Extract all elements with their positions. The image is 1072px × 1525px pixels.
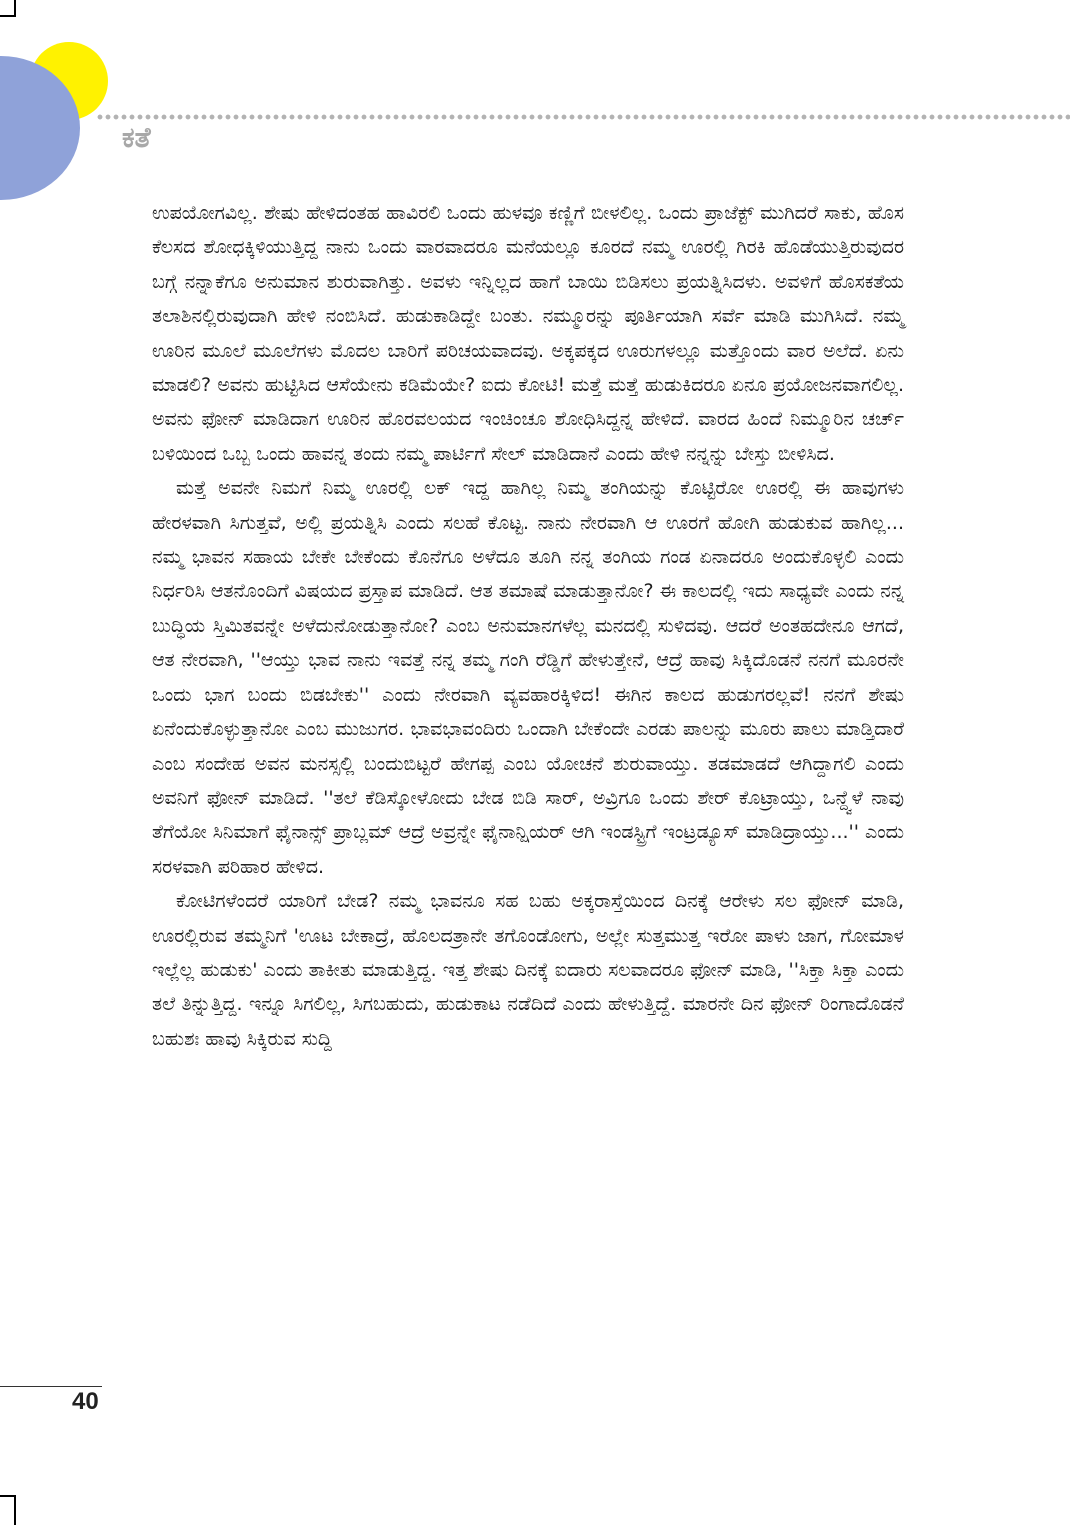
paragraph: ಉಪಯೋಗವಿಲ್ಲ. ಶೇಷು ಹೇಳಿದಂತಹ ಹಾವಿರಲಿ ಒಂದು ಹುಳವೂ ಕಣ್ಣಿಗೆ ಬೀಳಲಿಲ್ಲ. ಒಂದು ಪ್ರಾಜೆಕ್ಟ್ ಮುಗಿದರೆ ಸಾಕು, ಹೊಸ ಕೆಲಸದ ಶೋಧಕ್ಕಿಳಿಯುತ್ತಿದ್ದ ನಾನು ಒಂದು ವಾರವಾದರೂ ಮನೆಯಲ್ಲೂ ಕೂರದೆ ನಮ್ಮ ಊರಲ್ಲಿ ಗಿರಕಿ ಹೊಡೆಯುತ್ತಿರುವುದರ ಬಗ್ಗೆ ನನ್ನಾಕೆಗೂ ಅನುಮಾನ ಶುರುವಾಗಿತ್ತು. ಅವಳು ಇನ್ನಿಲ್ಲದ ಹಾಗೆ ಬಾಯಿ ಬಿಡಿಸಲು ಪ್ರಯತ್ನಿಸಿದಳು. ಅವಳಿಗೆ ಹೊಸಕತೆಯ ತಲಾಶಿನಲ್ಲಿರುವುದಾಗಿ ಹೇಳಿ ನಂಬಿಸಿದೆ. ಹುಡುಕಾಡಿದ್ದೇ ಬಂತು. ನಮ್ಮೂರನ್ನು ಪೂರ್ತಿಯಾಗಿ ಸರ್ವೆ ಮಾಡಿ ಮುಗಿಸಿದೆ. ನಮ್ಮ ಊರಿನ ಮೂಲೆ ಮೂಲೆಗಳು ಮೊದಲ ಬಾರಿಗೆ ಪರಿಚಯವಾದವು. ಅಕ್ಕಪಕ್ಕದ ಊರುಗಳಲ್ಲೂ ಮತ್ತೊಂದು ವಾರ ಅಲೆದೆ. ಏನು ಮಾಡಲಿ? ಅವನು ಹುಟ್ಟಿಸಿದ ಆಸೆಯೇನು ಕಡಿಮೆಯೇ? ಐದು ಕೋಟಿ! ಮತ್ತೆ ಮತ್ತೆ ಹುಡುಕಿದರೂ ಏನೂ ಪ್ರಯೋಜನವಾಗಲಿಲ್ಲ. ಅವನು ಫೋನ್ ಮಾಡಿದಾಗ ಊರಿನ ಹೊರವಲಯದ ಇಂಚಿಂಚೂ ಶೋಧಿಸಿದ್ದನ್ನ ಹೇಳಿದೆ. ವಾರದ ಹಿಂದೆ ನಿಮ್ಮೂರಿನ ಚರ್ಚ್ ಬಳಿಯಿಂದ ಒಬ್ಬ ಒಂದು ಹಾವನ್ನ ತಂದು ನಮ್ಮ ಪಾರ್ಟಿಗೆ ಸೇಲ್ ಮಾಡಿದಾನೆ ಎಂದು ಹೇಳಿ ನನ್ನನ್ನು ಬೇಸ್ತು ಬೀಳಿಸಿದ. [152,202,904,465]
paragraph: ಕೋಟಿಗಳೆಂದರೆ ಯಾರಿಗೆ ಬೇಡ? ನಮ್ಮ ಭಾವನೂ ಸಹ ಬಹು ಅಕ್ಕರಾಸ್ತೆಯಿಂದ ದಿನಕ್ಕೆ ಆರೇಳು ಸಲ ಫೋನ್ ಮಾಡಿ, ಊರಲ್ಲಿರುವ ತಮ್ಮನಿಗೆ 'ಊಟ ಬೇಕಾದ್ರೆ, ಹೊಲದತ್ರಾನೇ ತಗೊಂಡೋಗು, ಅಲ್ಲೇ ಸುತ್ತಮುತ್ತ ಇರೋ ಪಾಳು ಜಾಗ, ಗೋಮಾಳ ಇಲ್ಲೆಲ್ಲ ಹುಡುಕು' ಎಂದು ತಾಕೀತು ಮಾಡುತ್ತಿದ್ದ. ಇತ್ತ ಶೇಷು ದಿನಕ್ಕೆ ಐದಾರು ಸಲವಾದರೂ ಫೋನ್ ಮಾಡಿ, ''ಸಿಕ್ತಾ ಸಿಕ್ತಾ ಎಂದು ತಲೆ ತಿನ್ನುತ್ತಿದ್ದ. ಇನ್ನೂ ಸಿಗಲಿಲ್ಲ, ಸಿಗಬಹುದು, ಹುಡುಕಾಟ ನಡೆದಿದೆ ಎಂದು ಹೇಳುತ್ತಿದ್ದೆ. ಮಾರನೇ ದಿನ ಫೋನ್ ರಿಂಗಾದೊಡನೆ ಬಹುಶಃ ಹಾವು ಸಿಕ್ಕಿರುವ ಸುದ್ದಿ [152,890,904,1050]
page-number: 40 [72,1388,99,1415]
crop-mark-top-left [14,0,16,16]
dotted-rule [96,113,1070,121]
crop-mark-bottom-left-h [0,1495,16,1497]
paragraph: ಮತ್ತೆ ಅವನೇ ನಿಮಗೆ ನಿಮ್ಮ ಊರಲ್ಲಿ ಲಕ್ ಇದ್ದ ಹಾಗಿಲ್ಲ ನಿಮ್ಮ ತಂಗಿಯನ್ನು ಕೊಟ್ಟಿರೋ ಊರಲ್ಲಿ ಈ ಹಾವುಗಳು ಹೇರಳವಾಗಿ ಸಿಗುತ್ತವೆ, ಅಲ್ಲಿ ಪ್ರಯತ್ನಿಸಿ ಎಂದು ಸಲಹೆ ಕೊಟ್ಟ. ನಾನು ನೇರವಾಗಿ ಆ ಊರಗೆ ಹೋಗಿ ಹುಡುಕುವ ಹಾಗಿಲ್ಲ... ನಮ್ಮ ಭಾವನ ಸಹಾಯ ಬೇಕೇ ಬೇಕೆಂದು ಕೊನೆಗೂ ಅಳೆದೂ ತೂಗಿ ನನ್ನ ತಂಗಿಯ ಗಂಡ ಏನಾದರೂ ಅಂದುಕೊಳ್ಳಲಿ ಎಂದು ನಿರ್ಧರಿಸಿ ಆತನೊಂದಿಗೆ ವಿಷಯದ ಪ್ರಸ್ತಾಪ ಮಾಡಿದೆ. ಆತ ತಮಾಷೆ ಮಾಡುತ್ತಾನೋ? ಈ ಕಾಲದಲ್ಲಿ ಇದು ಸಾಧ್ಯವೇ ಎಂದು ನನ್ನ ಬುದ್ಧಿಯ ಸ್ತಿಮಿತವನ್ನೇ ಅಳೆದುನೋಡುತ್ತಾನೋ? ಎಂಬ ಅನುಮಾನಗಳೆಲ್ಲ ಮನದಲ್ಲಿ ಸುಳಿದವು. ಆದರೆ ಅಂತಹದೇನೂ ಆಗದೆ, ಆತ ನೇರವಾಗಿ, ''ಆಯ್ತು ಭಾವ ನಾನು ಇವತ್ತೆ ನನ್ನ ತಮ್ಮ ಗಂಗಿ ರೆಡ್ಡಿಗೆ ಹೇಳುತ್ತೇನೆ, ಆದ್ರೆ ಹಾವು ಸಿಕ್ಕಿದೊಡನೆ ನನಗೆ ಮೂರನೇ ಒಂದು ಭಾಗ ಬಂದು ಬಿಡಬೇಕು'' ಎಂದು ನೇರವಾಗಿ ವ್ಯವಹಾರಕ್ಕಿಳಿದ! ಈಗಿನ ಕಾಲದ ಹುಡುಗರಲ್ಲವೆ! ನನಗೆ ಶೇಷು ಏನೆಂದುಕೊಳ್ಳುತ್ತಾನೋ ಎಂಬ ಮುಜುಗರ. ಭಾವಭಾವಂದಿರು ಒಂದಾಗಿ ಬೇಕೆಂದೇ ಎರಡು ಪಾಲನ್ನು ಮೂರು ಪಾಲು ಮಾಡ್ತಿದಾರೆ ಎಂಬ ಸಂದೇಹ ಅವನ ಮನಸ್ಸಲ್ಲಿ ಬಂದುಬಿಟ್ಟರೆ ಹೇಗಪ್ಪ ಎಂಬ ಯೋಚನೆ ಶುರುವಾಯ್ತು. ತಡಮಾಡದೆ ಆಗಿದ್ದಾಗಲಿ ಎಂದು ಅವನಿಗೆ ಫೋನ್ ಮಾಡಿದೆ. ''ತಲೆ ಕೆಡಿಸ್ಕೋಳೋದು ಬೇಡ ಬಿಡಿ ಸಾರ್, ಅವ್ರಿಗೂ ಒಂದು ಶೇರ್ ಕೊಟ್ರಾಯ್ತು, ಒನ್ದ್ವೆಳೆ ನಾವು ತೆಗೆಯೋ ಸಿನಿಮಾಗೆ ಫೈನಾನ್ಸ್ ಪ್ರಾಬ್ಲಮ್ ಆದ್ರೆ ಅವ್ರನ್ನೇ ಫೈನಾನ್ಷಿಯರ್ ಆಗಿ ಇಂಡಸ್ಟ್ರಿಗೆ ಇಂಟ್ರಡ್ಯೂಸ್ ಮಾಡಿದ್ರಾಯ್ತು...'' ಎಂದು ಸರಳವಾಗಿ ಪರಿಹಾರ ಹೇಳಿದ. [152,477,904,878]
folio-rule [0,1386,102,1387]
crop-mark-top-left-h [0,15,16,17]
crop-mark-bottom-left [14,1495,16,1525]
section-label: ಕತೆ [122,121,151,154]
story-text [152,196,904,1056]
